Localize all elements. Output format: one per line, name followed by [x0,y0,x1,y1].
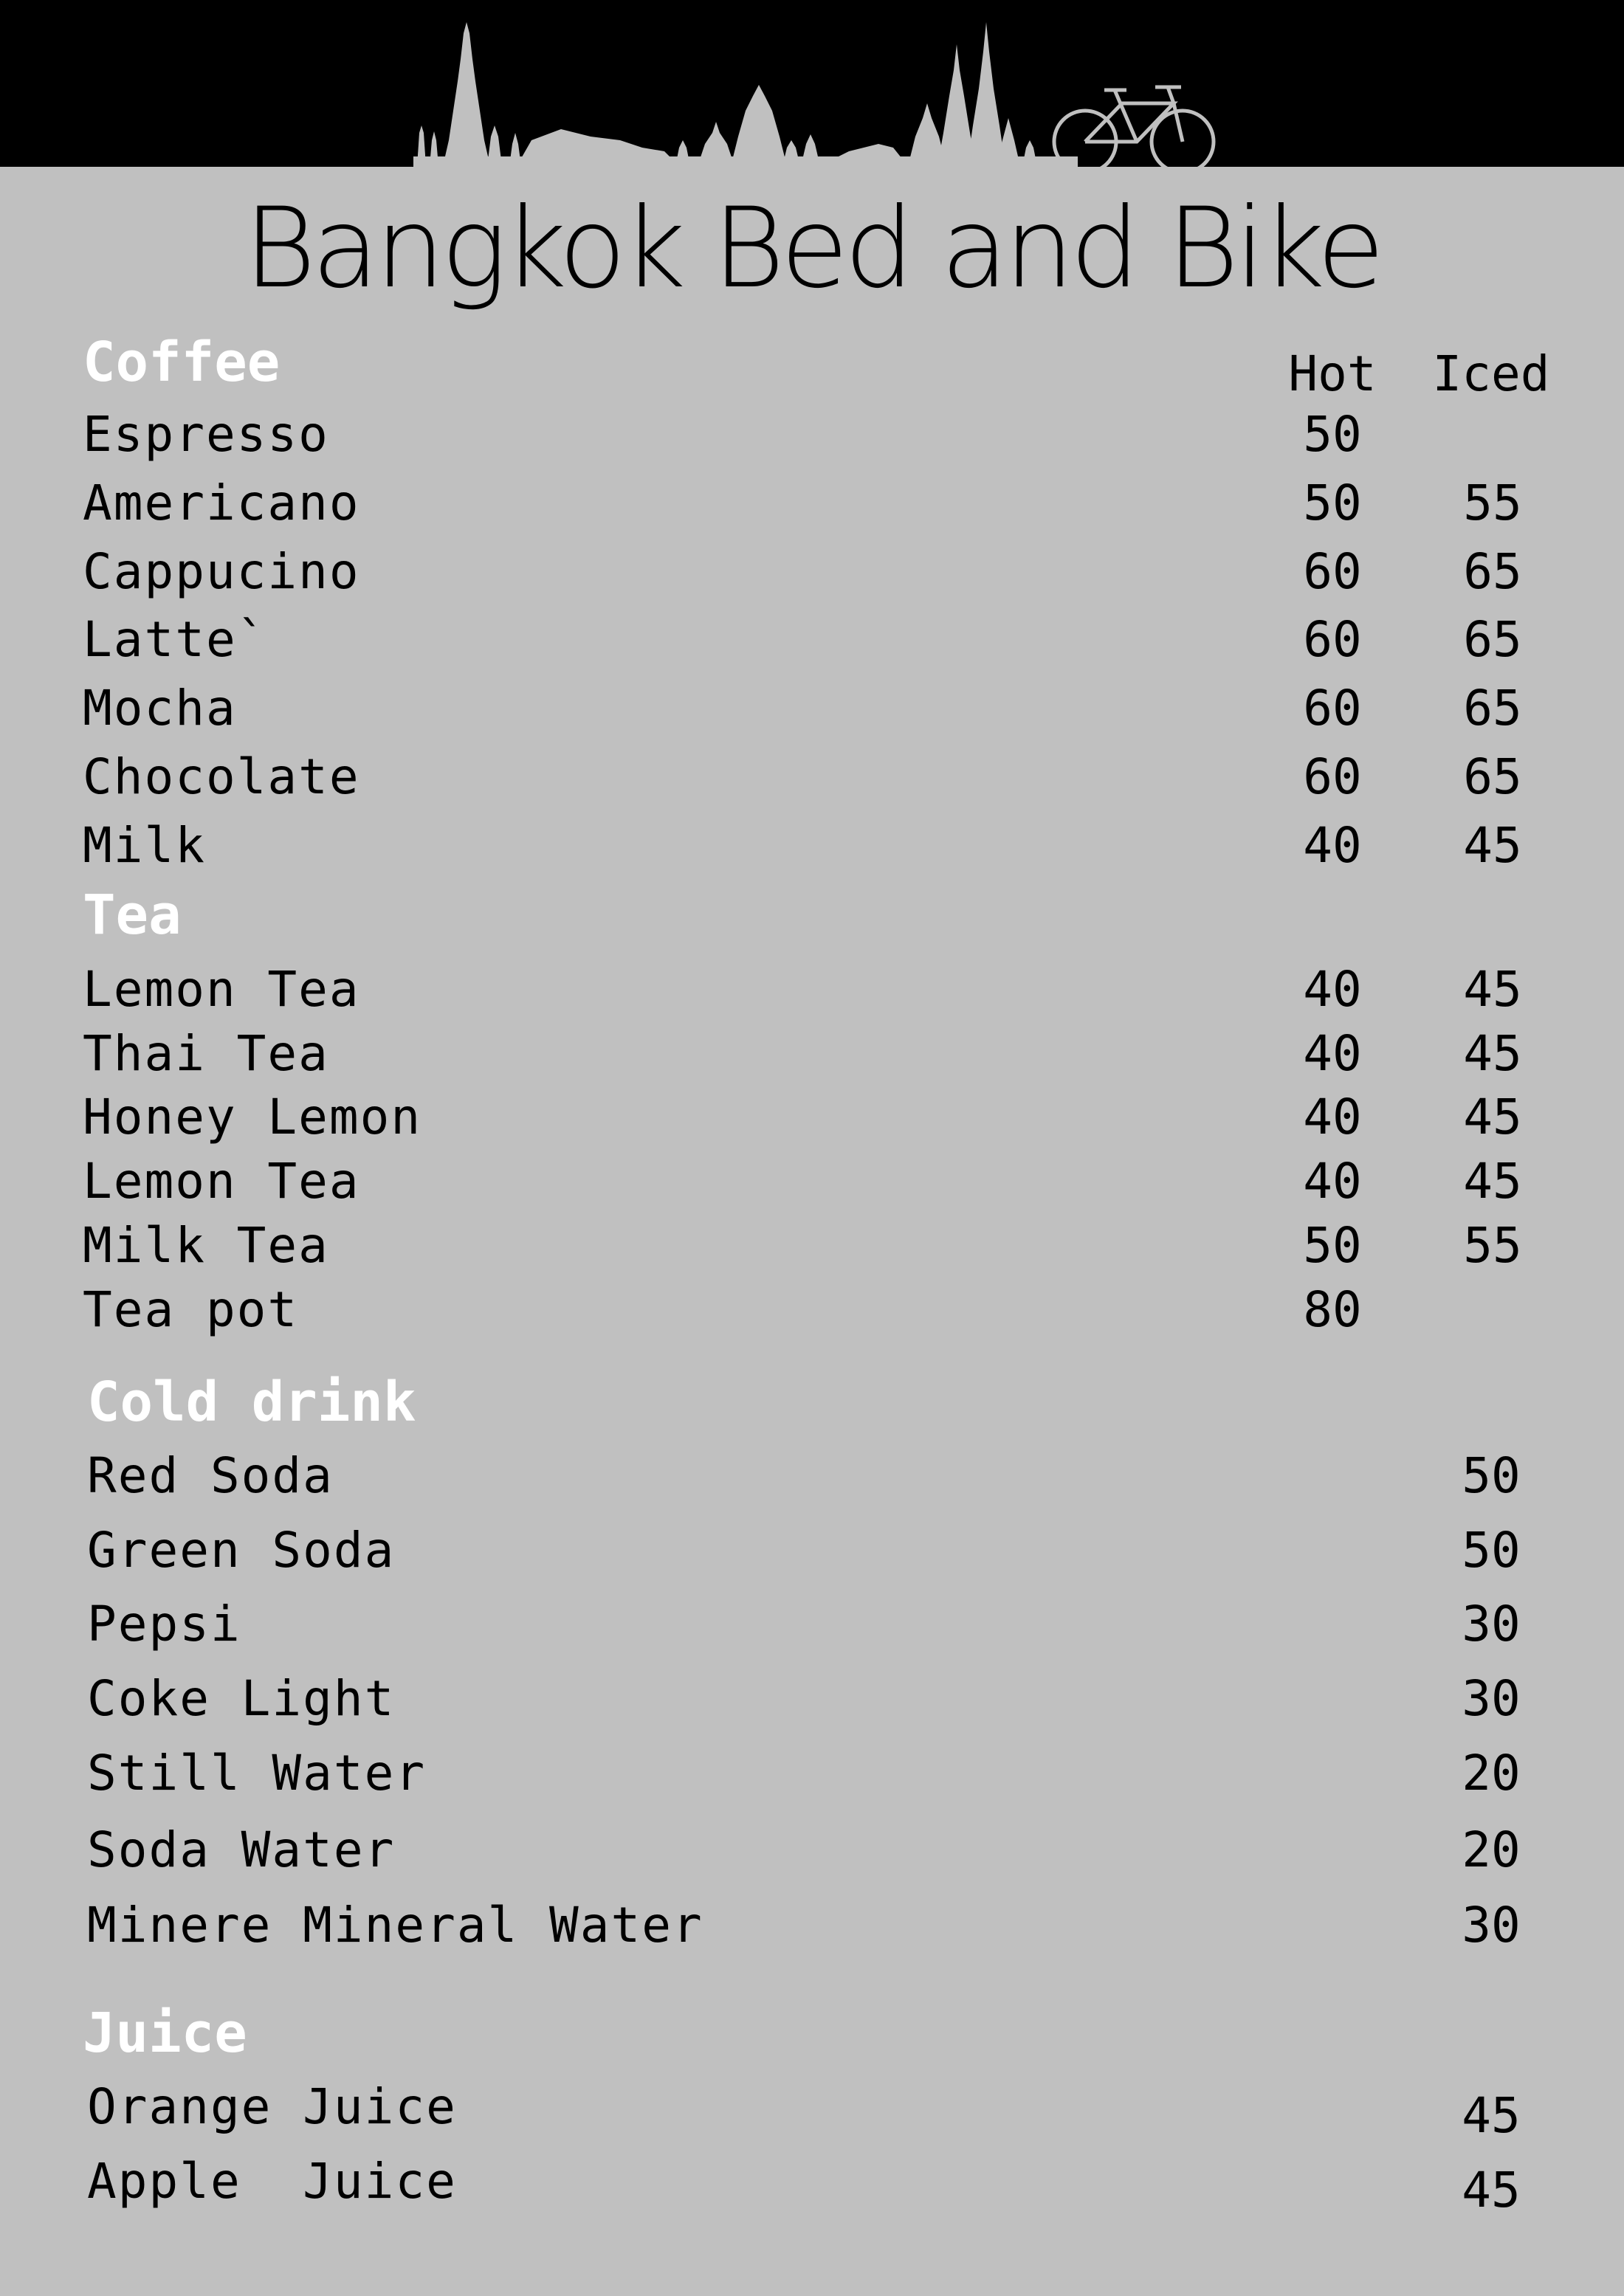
menu-item-name: Pepsi [87,1596,241,1652]
section-heading-juice: Juice [83,2002,247,2065]
menu-item-name: Milk [83,817,206,874]
menu-item-name: Milk Tea [83,1217,329,1274]
menu-item-name: Lemon Tea [83,1153,360,1210]
menu-item-name: Cappucino [83,543,360,600]
menu-item-price-hot: 40 [1303,1025,1362,1082]
section-heading-cold-drink: Cold drink [87,1371,416,1434]
menu-item-name: Lemon Tea [83,961,360,1018]
column-header-iced: Iced [1432,345,1550,402]
menu-item-name: Minere Mineral Water [87,1897,703,1954]
menu-item-name: Coke Light [87,1670,396,1727]
menu-item-price: 30 [1462,1670,1521,1727]
menu-item-price-hot: 40 [1303,961,1362,1018]
menu-item-price-iced: 45 [1463,817,1522,874]
menu-item-price-hot: 50 [1303,406,1362,463]
menu-item-price-hot: 60 [1303,680,1362,737]
menu-item-price-hot: 60 [1303,543,1362,600]
menu-item-price: 20 [1462,1821,1521,1878]
page-title: Bangkok Bed and Bike [243,185,1381,313]
menu-item-price: 45 [1462,2162,1521,2219]
menu-item-name: Chocolate [83,748,360,805]
menu-item-price-iced: 65 [1463,543,1522,600]
menu-item-price: 50 [1462,1522,1521,1579]
section-heading-coffee: Coffee [83,331,281,394]
menu-item-price-hot: 40 [1303,817,1362,874]
menu-item-price-hot: 80 [1303,1281,1362,1338]
menu-item-price-hot: 50 [1303,475,1362,531]
menu-item-price: 50 [1462,1447,1521,1504]
column-header-hot: Hot [1288,345,1377,402]
menu-item-price: 30 [1462,1897,1521,1954]
bicycle-icon [1054,87,1214,170]
menu-item-price: 20 [1462,1745,1521,1802]
menu-item-price: 45 [1462,2087,1521,2144]
menu-item-name: Americano [83,475,360,531]
menu-item-price-iced: 45 [1463,1025,1522,1082]
menu-item-price-iced: 55 [1463,1217,1522,1274]
menu-item-name: Honey Lemon [83,1089,422,1145]
section-heading-tea: Tea [83,883,182,947]
menu-item-price-iced: 65 [1463,748,1522,805]
menu-item-price-hot: 60 [1303,611,1362,668]
menu-item-name: Red Soda [87,1447,334,1504]
menu-item-price-hot: 50 [1303,1217,1362,1274]
menu-item-name: Thai Tea [83,1025,329,1082]
menu-item-price-iced: 65 [1463,680,1522,737]
menu-item-price-hot: 60 [1303,748,1362,805]
menu-item-name: Mocha [83,680,237,737]
menu-item-price-iced: 45 [1463,1089,1522,1145]
menu-item-name: Orange Juice [87,2078,457,2135]
temple-skyline-silhouette [0,0,1624,170]
menu-item-name: Latte` [83,611,268,668]
menu-item-price-iced: 55 [1463,475,1522,531]
menu-item-name: Still Water [87,1745,427,1802]
menu-item-name: Espresso [83,406,329,463]
menu-item-name: Soda Water [87,1821,396,1878]
menu-item-price-hot: 40 [1303,1089,1362,1145]
menu-item-name: Tea pot [83,1281,299,1338]
menu-item-price-hot: 40 [1303,1153,1362,1210]
menu-item-name: Green Soda [87,1522,396,1579]
menu-item-name: Apple Juice [87,2153,457,2210]
menu-item-price-iced: 45 [1463,1153,1522,1210]
menu-item-price: 30 [1462,1596,1521,1652]
menu-item-price-iced: 65 [1463,611,1522,668]
menu-item-price-iced: 45 [1463,961,1522,1018]
